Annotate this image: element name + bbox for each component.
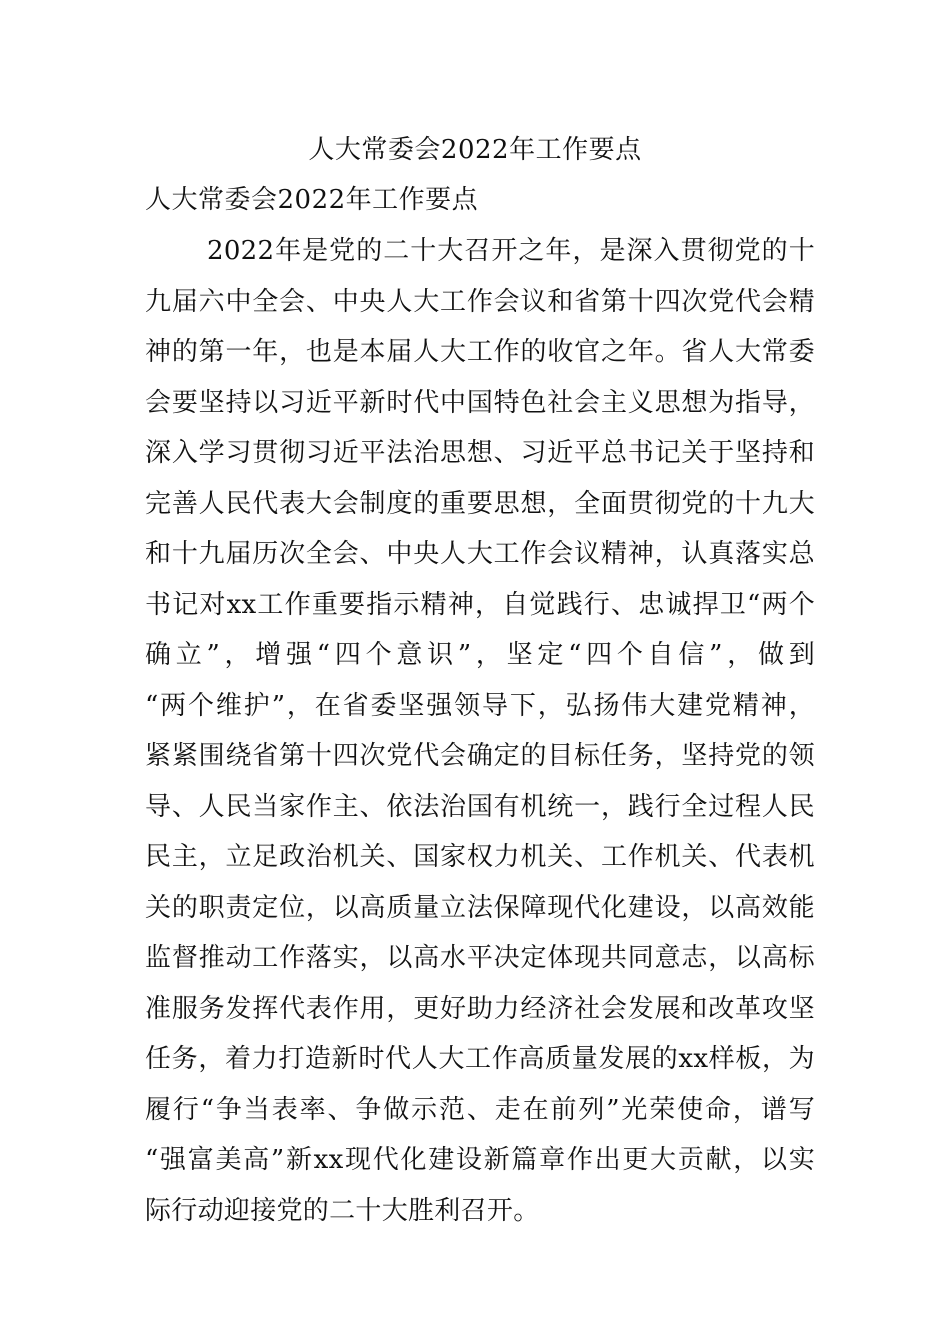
document-subtitle: 人大常委会2022年工作要点: [145, 185, 479, 215]
paragraph-line: 导、人民当家作主、依法治国有机统一，践行全过程人民: [145, 791, 815, 822]
paragraph-line: 关的职责定位，以高质量立法保障现代化建设，以高效能: [145, 892, 815, 923]
paragraph-line: 任务，着力打造新时代人大工作高质量发展的xx样板，为: [145, 1044, 815, 1074]
paragraph-line: 深入学习贯彻习近平法治思想、习近平总书记关于坚持和: [145, 438, 815, 468]
paragraph-line: 履行“争当表率、争做示范、走在前列”光荣使命，谱写: [145, 1094, 815, 1125]
paragraph-line: 2022年是党的二十大召开之年，是深入贯彻党的十: [207, 236, 815, 266]
paragraph-line: 完善人民代表大会制度的重要思想，全面贯彻党的十九大: [145, 488, 815, 519]
paragraph-line: “强富美高”新xx现代化建设新篇章作出更大贡献，以实: [145, 1145, 815, 1175]
paragraph-line: 紧紧围绕省第十四次党代会确定的目标任务，坚持党的领: [145, 741, 815, 771]
body-paragraph: [145, 232, 815, 1242]
paragraph-line: 监督推动工作落实，以高水平决定体现共同意志，以高标: [145, 943, 815, 973]
paragraph-line: 会要坚持以习近平新时代中国特色社会主义思想为指导，: [145, 387, 815, 418]
paragraph-line: 和十九届历次全会、中央人大工作会议精神，认真落实总: [145, 539, 815, 569]
paragraph-line: 际行动迎接党的二十大胜利召开。: [145, 1195, 540, 1226]
paragraph-line: 确立”，增强“四个意识”，坚定“四个自信”，做到: [145, 640, 815, 670]
paragraph-line: 书记对xx工作重要指示精神，自觉践行、忠诚捍卫“两个: [145, 589, 815, 620]
paragraph-line: 民主，立足政治机关、国家权力机关、工作机关、代表机: [145, 842, 815, 872]
paragraph-line: 九届六中全会、中央人大工作会议和省第十四次党代会精: [145, 286, 815, 317]
paragraph-line: 神的第一年，也是本届人大工作的收官之年。省人大常委: [145, 337, 815, 367]
document-title: 人大常委会2022年工作要点: [308, 135, 642, 165]
paragraph-line: 准服务发挥代表作用，更好助力经济社会发展和改革攻坚: [145, 993, 815, 1024]
paragraph-line: “两个维护”，在省委坚强领导下，弘扬伟大建党精神，: [145, 690, 815, 721]
